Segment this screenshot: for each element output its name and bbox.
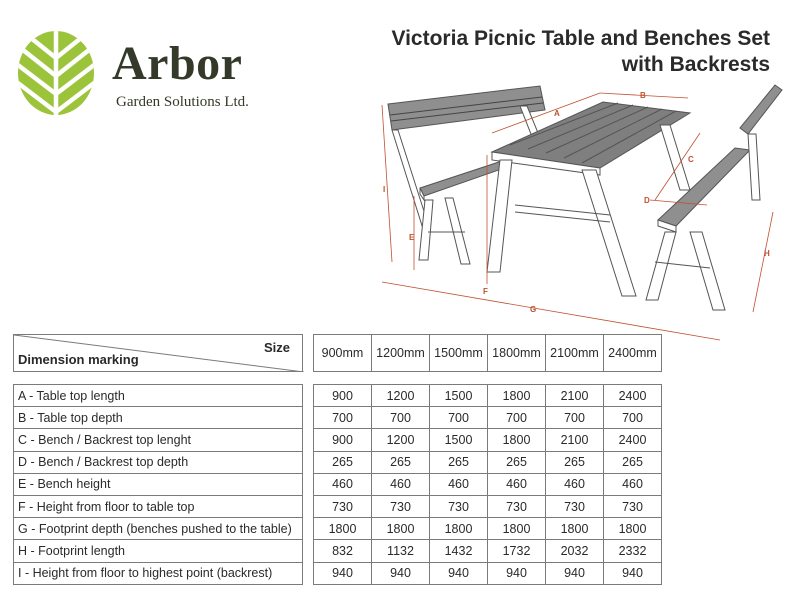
table-row [14,518,303,540]
dim-label-e: E [409,233,415,242]
table-row [14,473,303,495]
cell-value: 940 [372,562,430,584]
row-label: D - Bench / Backrest top depth [14,451,303,473]
cell-value: 940 [604,562,662,584]
title-line-1: Victoria Picnic Table and Benches Set [391,27,770,50]
size-column-header: 2400mm [604,335,662,372]
cell-value: 900 [314,385,372,407]
cell-value: 1800 [430,518,488,540]
table-row [314,429,662,451]
cell-value: 730 [314,495,372,517]
dim-label-a: A [554,109,560,118]
table-row [314,495,662,517]
dim-label-h: H [764,249,770,258]
cell-value: 265 [546,451,604,473]
cell-value: 460 [488,473,546,495]
table-row [314,518,662,540]
cell-value: 700 [546,407,604,429]
cell-value: 1132 [372,540,430,562]
cell-value: 1800 [372,518,430,540]
size-column-header: 1800mm [488,335,546,372]
dim-label-f: F [483,287,488,296]
cell-value: 1800 [314,518,372,540]
cell-value: 940 [488,562,546,584]
cell-value: 2400 [604,429,662,451]
logo-wordmark: Arbor [112,37,243,90]
cell-value: 265 [314,451,372,473]
dim-label-c: C [688,155,694,164]
leaf-icon [16,28,106,118]
size-header-row [313,334,662,372]
cell-value: 265 [604,451,662,473]
row-label: G - Footprint depth (benches pushed to the table) [14,518,303,540]
dimension-header [13,334,303,372]
cell-value: 265 [372,451,430,473]
dimension-labels-table [13,384,303,585]
cell-value: 1200 [372,429,430,451]
cell-value: 2332 [604,540,662,562]
table-row [314,451,662,473]
row-label: C - Bench / Backrest top lenght [14,429,303,451]
cell-value: 730 [488,495,546,517]
cell-value: 900 [314,429,372,451]
cell-value: 730 [430,495,488,517]
cell-value: 940 [314,562,372,584]
dimension-marking-header: Dimension marking [18,352,139,367]
company-logo [16,28,256,118]
cell-value: 700 [430,407,488,429]
row-label: E - Bench height [14,473,303,495]
cell-value: 700 [372,407,430,429]
row-label: H - Footprint length [14,540,303,562]
cell-value: 1732 [488,540,546,562]
table-row [314,473,662,495]
dim-label-g: G [530,305,537,314]
size-column-header: 1200mm [372,335,430,372]
cell-value: 265 [488,451,546,473]
logo-subtitle: Garden Solutions Ltd. [116,94,249,110]
cell-value: 1200 [372,385,430,407]
dim-label-d: D [644,196,650,205]
title-line-2: with Backrests [621,53,770,76]
picnic-set-diagram [370,72,790,342]
size-header: Size [263,340,290,355]
cell-value: 1500 [430,429,488,451]
cell-value: 700 [604,407,662,429]
cell-value: 1800 [604,518,662,540]
cell-value: 460 [430,473,488,495]
cell-value: 1800 [488,518,546,540]
table-row [14,495,303,517]
size-column-header: 2100mm [546,335,604,372]
cell-value: 700 [488,407,546,429]
dim-label-i: I [383,185,386,194]
cell-value: 832 [314,540,372,562]
table-row [14,540,303,562]
cell-value: 2400 [604,385,662,407]
size-column-header: 900mm [314,335,372,372]
table-row [14,429,303,451]
cell-value: 1800 [546,518,604,540]
row-label: F - Height from floor to table top [14,495,303,517]
cell-value: 460 [372,473,430,495]
cell-value: 730 [372,495,430,517]
cell-value: 2100 [546,429,604,451]
table-row [314,562,662,584]
cell-value: 730 [546,495,604,517]
table-row [14,562,303,584]
table-row [314,407,662,429]
cell-value: 940 [546,562,604,584]
cell-value: 1500 [430,385,488,407]
table-row [314,385,662,407]
table-row [14,385,303,407]
cell-value: 460 [314,473,372,495]
cell-value: 700 [314,407,372,429]
cell-value: 265 [430,451,488,473]
cell-value: 1800 [488,429,546,451]
row-label: B - Table top depth [14,407,303,429]
cell-value: 730 [604,495,662,517]
table-row [14,451,303,473]
cell-value: 1800 [488,385,546,407]
cell-value: 940 [430,562,488,584]
dim-label-b: B [640,91,646,100]
table-row [14,407,303,429]
cell-value: 460 [604,473,662,495]
cell-value: 2100 [546,385,604,407]
row-label: A - Table top length [14,385,303,407]
row-label: I - Height from floor to highest point (backrest) [14,562,303,584]
dimension-values-table [313,384,662,585]
size-column-header: 1500mm [430,335,488,372]
cell-value: 1432 [430,540,488,562]
cell-value: 460 [546,473,604,495]
page-title [391,26,770,78]
table-row [314,540,662,562]
cell-value: 2032 [546,540,604,562]
